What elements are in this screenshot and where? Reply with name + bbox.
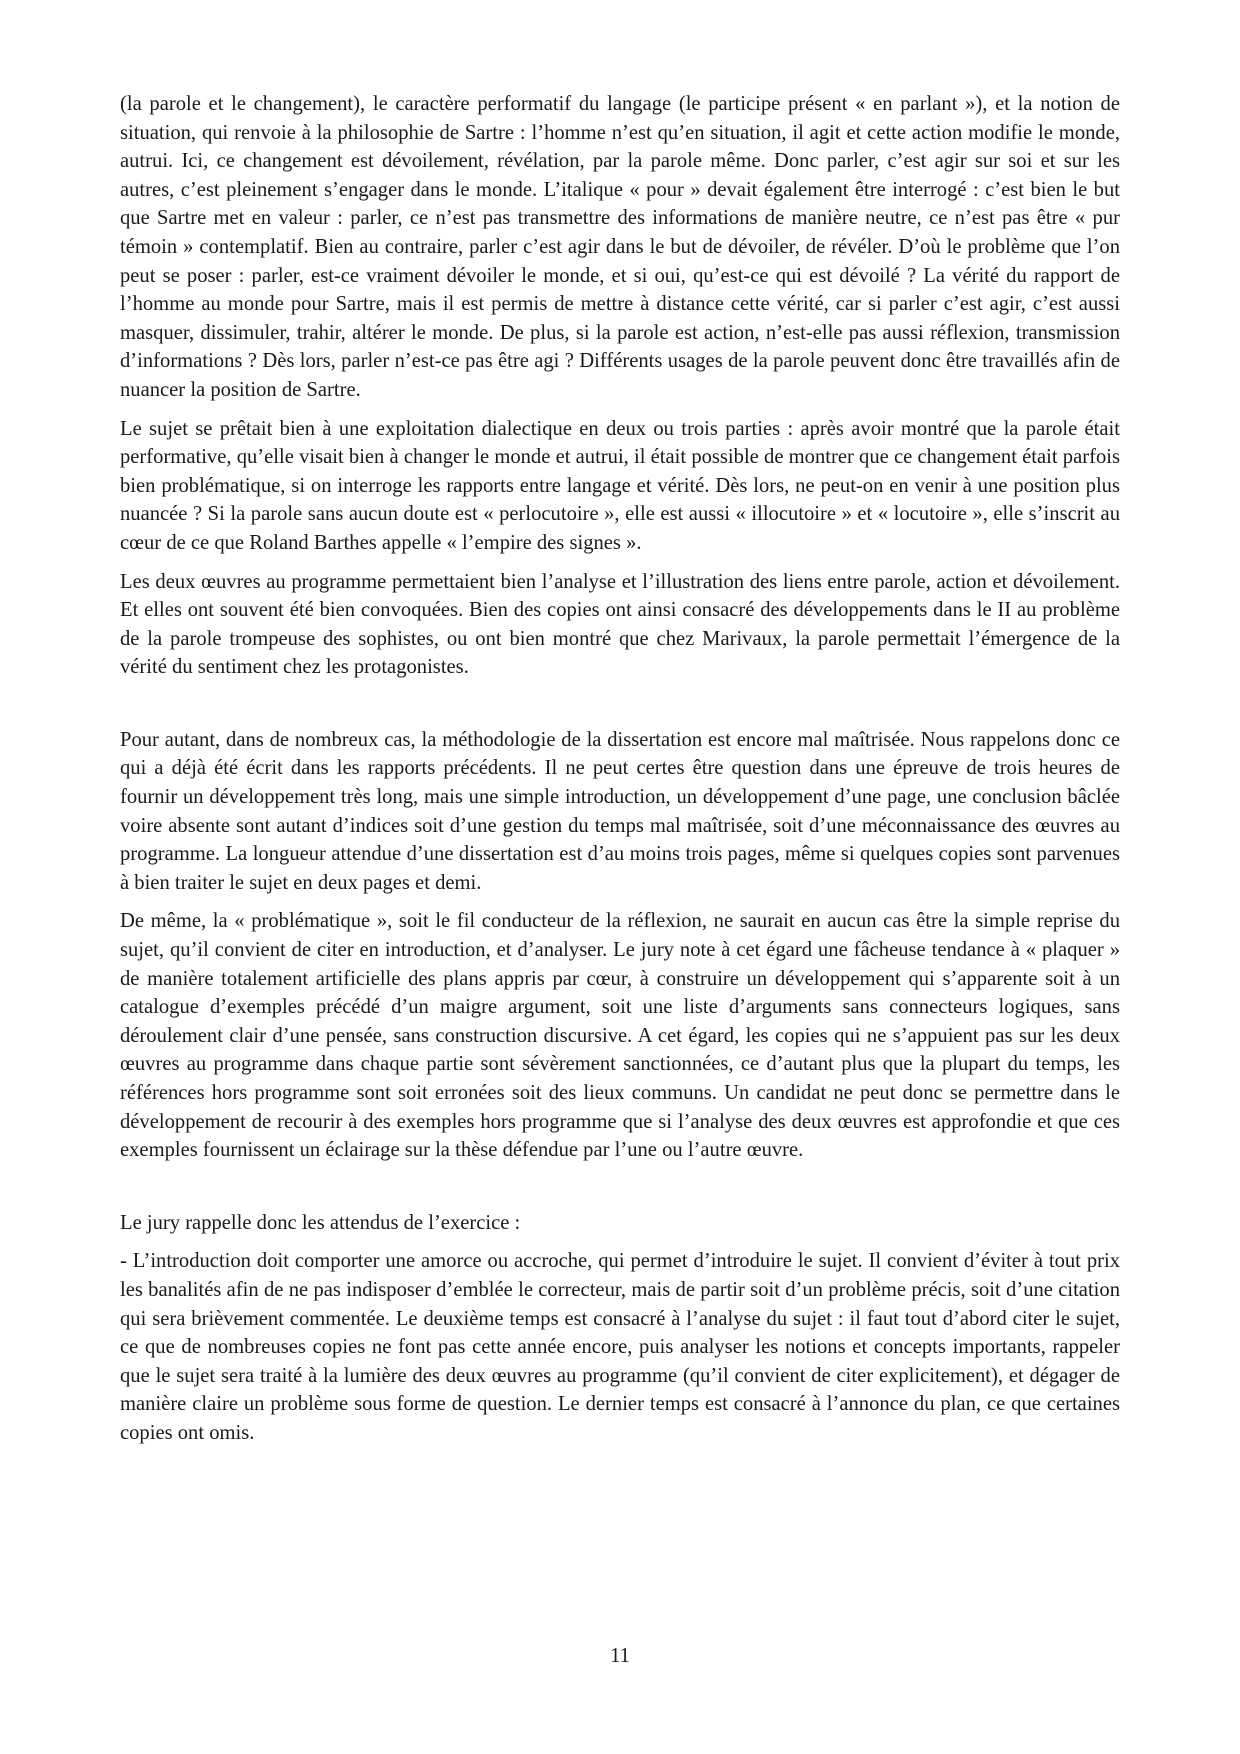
page-number: 11 xyxy=(610,1645,630,1667)
paragraph-3: Les deux œuvres au programme permettaient bien l’analyse et l’illustration des liens entre parole, action et dévoilement. Et elles ont souvent été bien convoquées. Bien des copies ont ainsi consacré des développements dans le II au problème de la parole trompeuse des sophistes, ou ont bien montré que chez Marivaux, la parole permettait l’émergence de la vérité du sentiment chez les protagonistes. xyxy=(120,570,1120,679)
document-body xyxy=(120,90,1120,1458)
paragraph-6: Le jury rappelle donc les attendus de l’exercice : xyxy=(120,1211,521,1234)
paragraph-2: Le sujet se prêtait bien à une exploitation dialectique en deux ou trois parties : après avoir montré que la parole était performative, qu’elle visait bien à changer le monde et autrui, il était possible de montrer que ce changement était parfois bien problématique, si on interroge les rapports entre langage et vérité. Dès lors, ne peut-on en venir à une position plus nuancée ? Si la parole sans aucun doute est « perlocutoire », elle est aussi « illocutoire » et « locutoire », elle s’inscrit au cœur de ce que Roland Barthes appelle « l’empire des signes ». xyxy=(120,417,1120,554)
paragraph-1: (la parole et le changement), le caractère performatif du langage (le participe présent « en parlant »), et la notion de situation, qui renvoie à la philosophie de Sartre : l’homme n’est qu’en situation, il agit et cette action modifie le monde, autrui. Ici, ce changement est dévoilement, révélation, par la parole même. Donc parler, c’est agir sur soi et sur les autres, c’est pleinement s’engager dans le monde. L’italique « pour » devait également être interrogé : c’est bien le but que Sartre met en valeur : parler, ce n’est pas transmettre des informations de manière neutre, ce n’est pas être « pur témoin » contemplatif. Bien au contraire, parler c’est agir dans le but de dévoiler, de révéler. D’où le problème que l’on peut se poser : parler, est-ce vraiment dévoiler le monde, et si oui, qu’est-ce qui est dévoilé ? La vérité du rapport de l’homme au monde pour Sartre, mais il est permis de mettre à distance cette vérité, car si parler c’est agir, c’est aussi masquer, dissimuler, trahir, altérer le monde. De plus, si la parole est action, n’est-elle pas aussi réflexion, transmission d’informations ? Dès lors, parler n’est-ce pas être agi ? Différents usages de la parole peuvent donc être travaillés afin de nuancer la position de Sartre. xyxy=(120,93,1120,401)
paragraph-7: - L’introduction doit comporter une amorce ou accroche, qui permet d’introduire le sujet. Il convient d’éviter à tout prix les banalités afin de ne pas indisposer d’emblée le correcteur, mais de partir soit d’un problème précis, soit d’une citation qui sera brièvement commentée. Le deuxième temps est consacré à l’analyse du sujet : il faut tout d’abord citer le sujet, ce que de nombreuses copies ne font pas cette année encore, puis analyser les notions et concepts importants, rappeler que le sujet sera traité à la lumière des deux œuvres au programme (qu’il convient de citer explicitement), et dégager de manière claire un problème sous forme de question. Le dernier temps est consacré à l’annonce du plan, ce que certaines copies ont omis. xyxy=(120,1250,1120,1444)
paragraph-4: Pour autant, dans de nombreux cas, la méthodologie de la dissertation est encore mal maîtrisée. Nous rappelons donc ce qui a déjà été écrit dans les rapports précédents. Il ne peut certes être question dans une épreuve de trois heures de fournir un développement très long, mais une simple introduction, un développement d’une page, une conclusion bâclée voire absente sont autant d’indices soit d’une gestion du temps mal maîtrisée, soit d’une méconnaissance des œuvres au programme. La longueur attendue d’une dissertation est d’au moins trois pages, même si quelques copies sont parvenues à bien traiter le sujet en deux pages et demi. xyxy=(120,728,1120,894)
paragraph-5: De même, la « problématique », soit le fil conducteur de la réflexion, ne saurait en aucun cas être la simple reprise du sujet, qu’il convient de citer en introduction, et d’analyser. Le jury note à cet égard une fâcheuse tendance à « plaquer » de manière totalement artificielle des plans appris par cœur, à construire un développement qui s’apparente soit à un catalogue d’exemples précédé d’un maigre argument, soit une liste d’arguments sans connecteurs logiques, sans déroulement clair d’une pensée, sans construction discursive. A cet égard, les copies qui ne s’appuient pas sur les deux œuvres au programme dans chaque partie sont sévèrement sanctionnées, ce d’autant plus que la plupart du temps, les références hors programme sont soit erronées soit des lieux communs. Un candidat ne peut donc se permettre dans le développement de recourir à des exemples hors programme que si l’analyse des deux œuvres est approfondie et que ces exemples fournissent un éclairage sur la thèse défendue par l’une ou l’autre œuvre. xyxy=(120,910,1120,1162)
